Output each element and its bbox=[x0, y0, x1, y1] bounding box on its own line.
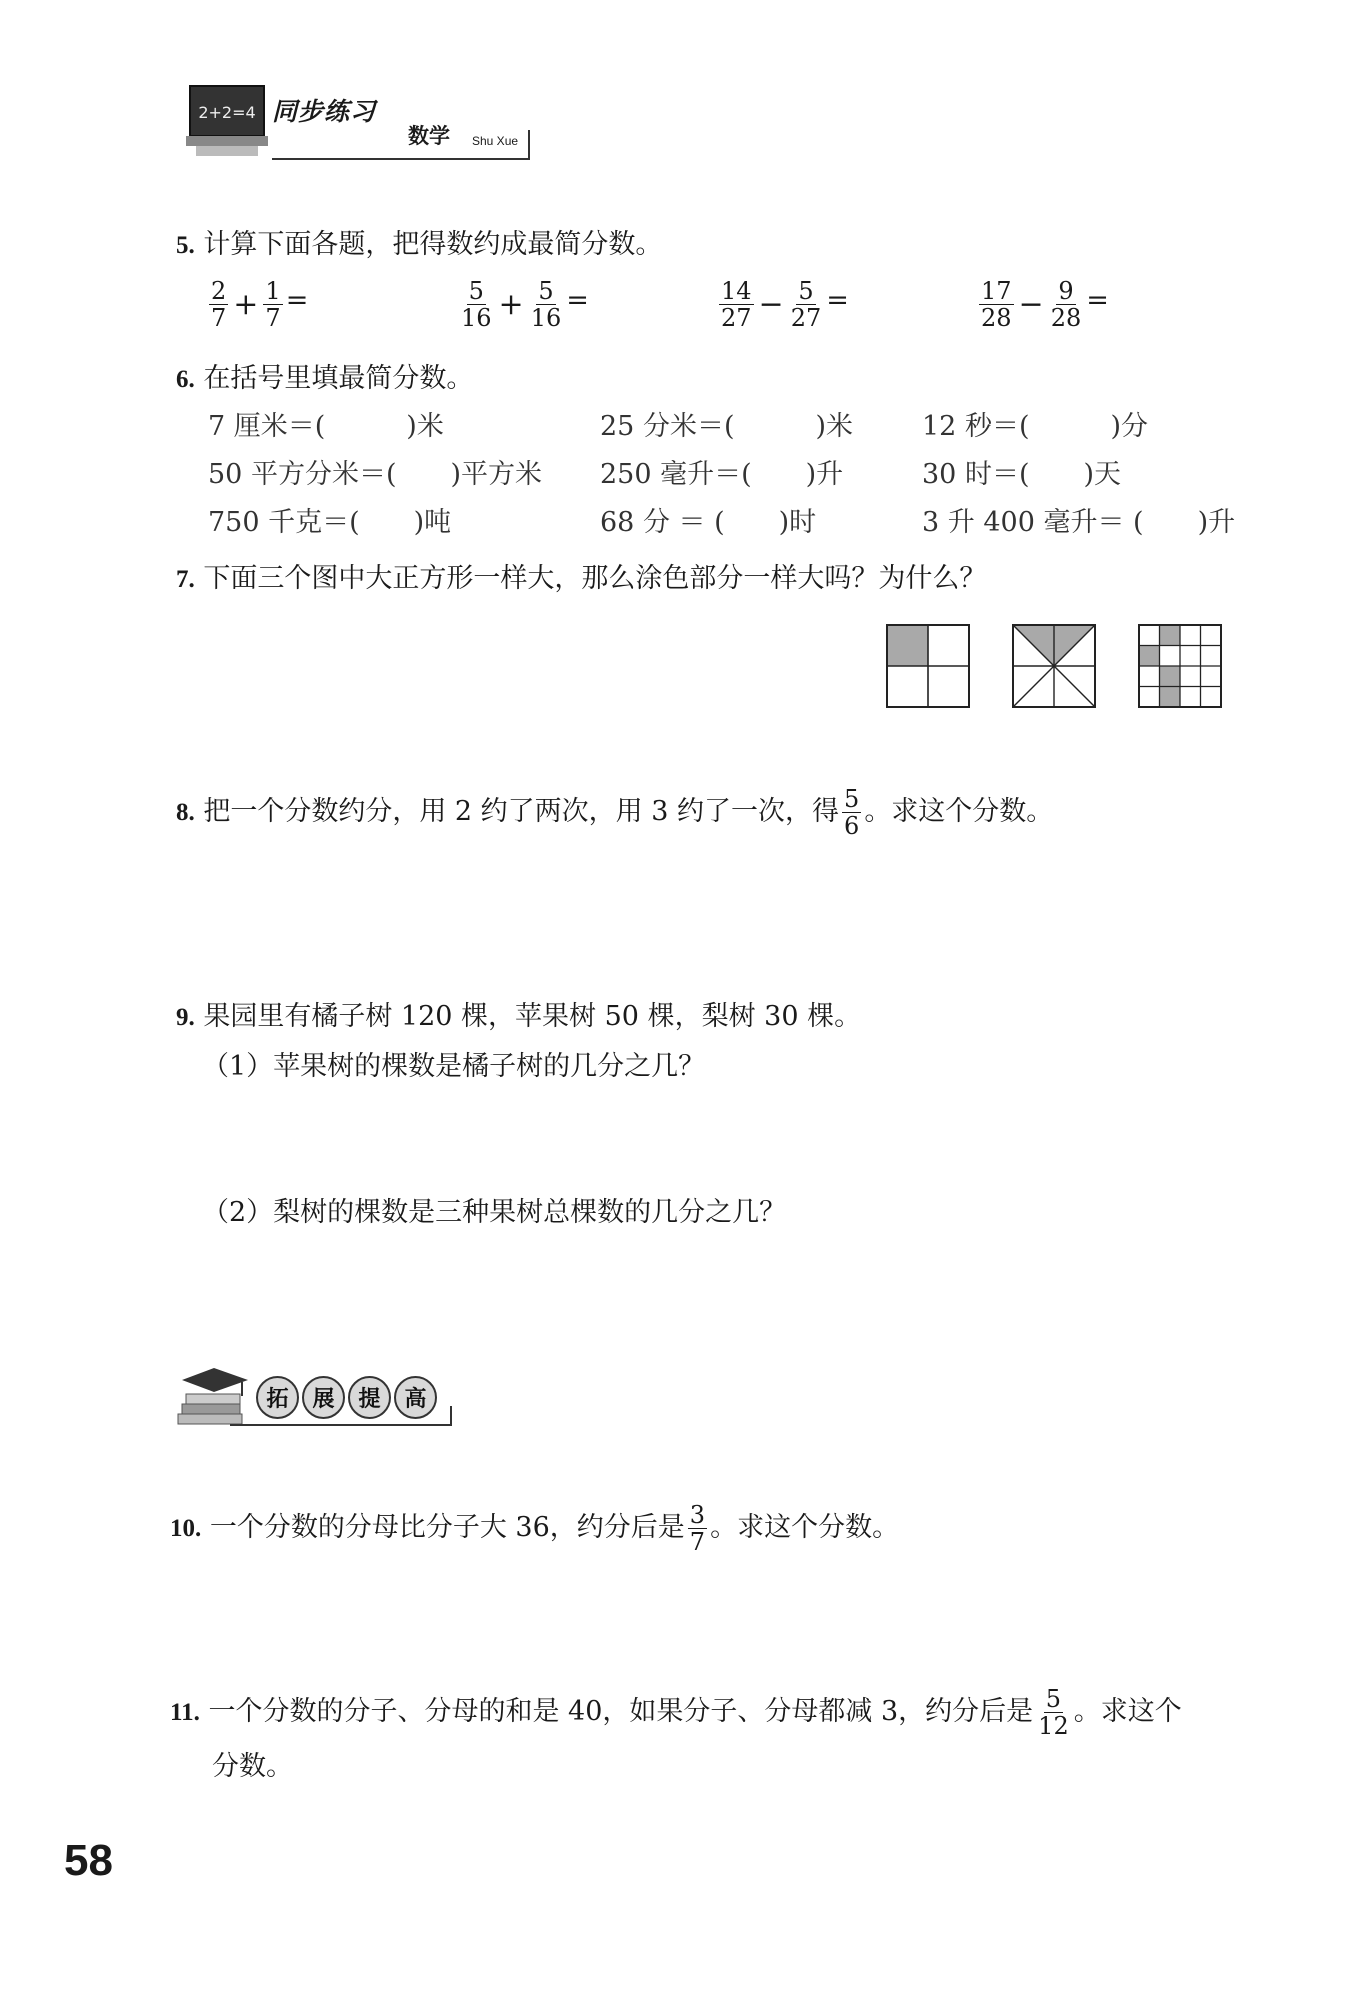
question-6 bbox=[176, 362, 473, 397]
question-text-end: 。求这个 bbox=[1073, 1696, 1182, 1727]
blackboard-icon bbox=[176, 72, 276, 164]
header-pinyin: Shu Xue bbox=[472, 134, 519, 148]
q5-expression-4: $\frac{17}{28}$ − $\frac{9}{28}$ = bbox=[981, 277, 1109, 332]
section-title bbox=[256, 1376, 440, 1419]
fraction: $\frac{9}{28}$ bbox=[1050, 277, 1082, 332]
question-text-end: 。求这个分数。 bbox=[710, 1512, 900, 1543]
question-text-end: 。求这个分数。 bbox=[864, 796, 1054, 827]
q6-blank-r2c1: 50 平方分米＝( )平方米 bbox=[208, 459, 543, 490]
fraction: $\frac{5}{27}$ bbox=[790, 277, 822, 332]
header-subject: 数学 bbox=[408, 124, 450, 148]
question-text: 一个分数的分母比分子大 36，约分后是 bbox=[209, 1512, 685, 1543]
question-text: 下面三个图中大正方形一样大，那么涂色部分一样大吗？为什么？ bbox=[203, 563, 987, 594]
square-figure-sixteenths bbox=[1138, 624, 1222, 708]
q5-expression-1: $\frac{2}{7}$ + $\frac{1}{7}$ = bbox=[211, 277, 309, 332]
page-number: 58 bbox=[64, 1836, 113, 1885]
square-figure-eighths bbox=[1012, 624, 1096, 708]
q5-expression-2: $\frac{5}{16}$ + $\frac{5}{16}$ = bbox=[461, 277, 589, 332]
question-number: 6. bbox=[176, 366, 195, 393]
fraction: $\frac{5}{16}$ bbox=[461, 277, 492, 332]
q5-expression-3: $\frac{14}{27}$ − $\frac{5}{27}$ = bbox=[721, 277, 849, 332]
section-title-char: 提 bbox=[348, 1376, 391, 1419]
fraction: $\frac{1}{7}$ bbox=[265, 277, 281, 332]
question-9-part-2: （2）梨树的棵数是三种果树总棵数的几分之几？ bbox=[202, 1197, 787, 1228]
section-corner bbox=[450, 1406, 452, 1426]
question-number: 8. bbox=[176, 799, 195, 826]
q6-blank-r2c3: 30 时＝( )天 bbox=[922, 459, 1122, 490]
q6-blank-r2c2: 250 毫升＝( )升 bbox=[600, 459, 844, 490]
section-title-char: 展 bbox=[302, 1376, 345, 1419]
q6-blank-r3c2: 68 分 ＝ ( )时 bbox=[600, 507, 817, 538]
fraction: $\frac{5}{6}$ bbox=[844, 785, 860, 840]
q6-blank-r1c2: 25 分米＝( )米 bbox=[600, 411, 854, 442]
question-number: 11. bbox=[170, 1699, 200, 1726]
fraction: $\frac{14}{27}$ bbox=[721, 277, 752, 332]
q6-blank-r1c1: 7 厘米＝( )米 bbox=[208, 411, 444, 442]
q6-blank-r1c3: 12 秒＝( )分 bbox=[922, 411, 1149, 442]
question-10 bbox=[170, 1502, 899, 1555]
question-5 bbox=[176, 228, 662, 263]
question-text: 把一个分数约分，用 2 约了两次，用 3 约了一次，得 bbox=[203, 796, 840, 827]
fraction: $\frac{3}{7}$ bbox=[689, 1501, 706, 1556]
question-text: 在括号里填最简分数。 bbox=[203, 363, 474, 394]
question-9-part-1: （1）苹果树的棵数是橘子树的几分之几？ bbox=[202, 1051, 706, 1082]
question-number: 10. bbox=[170, 1515, 202, 1542]
section-header-extension bbox=[170, 1366, 460, 1436]
question-8 bbox=[176, 786, 1053, 839]
question-number: 5. bbox=[176, 232, 195, 259]
question-9 bbox=[176, 1000, 861, 1035]
fraction: $\frac{5}{12}$ bbox=[1038, 1685, 1069, 1740]
section-title-char: 高 bbox=[394, 1376, 437, 1419]
q6-blank-r3c3: 3 升 400 毫升＝ ( )升 bbox=[922, 507, 1236, 538]
question-11 bbox=[170, 1686, 1182, 1739]
section-title-char: 拓 bbox=[256, 1376, 299, 1419]
question-number: 7. bbox=[176, 566, 195, 593]
q6-blank-r3c1: 750 千克＝( )吨 bbox=[208, 507, 452, 538]
question-text: 一个分数的分子、分母的和是 40，如果分子、分母都减 3，约分后是 bbox=[208, 1696, 1034, 1727]
question-text: 果园里有橘子树 120 棵，苹果树 50 棵，梨树 30 棵。 bbox=[203, 1001, 862, 1032]
fraction: $\frac{17}{28}$ bbox=[981, 277, 1012, 332]
fraction: $\frac{2}{7}$ bbox=[211, 277, 227, 332]
question-11-line-2: 分数。 bbox=[212, 1751, 293, 1782]
header-title: 同步练习 bbox=[272, 97, 377, 126]
blackboard-text: 2+2=4 bbox=[198, 103, 256, 122]
question-7 bbox=[176, 562, 986, 597]
section-underline bbox=[230, 1424, 452, 1426]
question-text: 计算下面各题，把得数约成最简分数。 bbox=[203, 229, 663, 260]
fraction: $\frac{5}{16}$ bbox=[530, 277, 562, 332]
question-number: 9. bbox=[176, 1004, 195, 1031]
square-figure-quarters bbox=[886, 624, 970, 708]
page-header bbox=[176, 72, 536, 164]
